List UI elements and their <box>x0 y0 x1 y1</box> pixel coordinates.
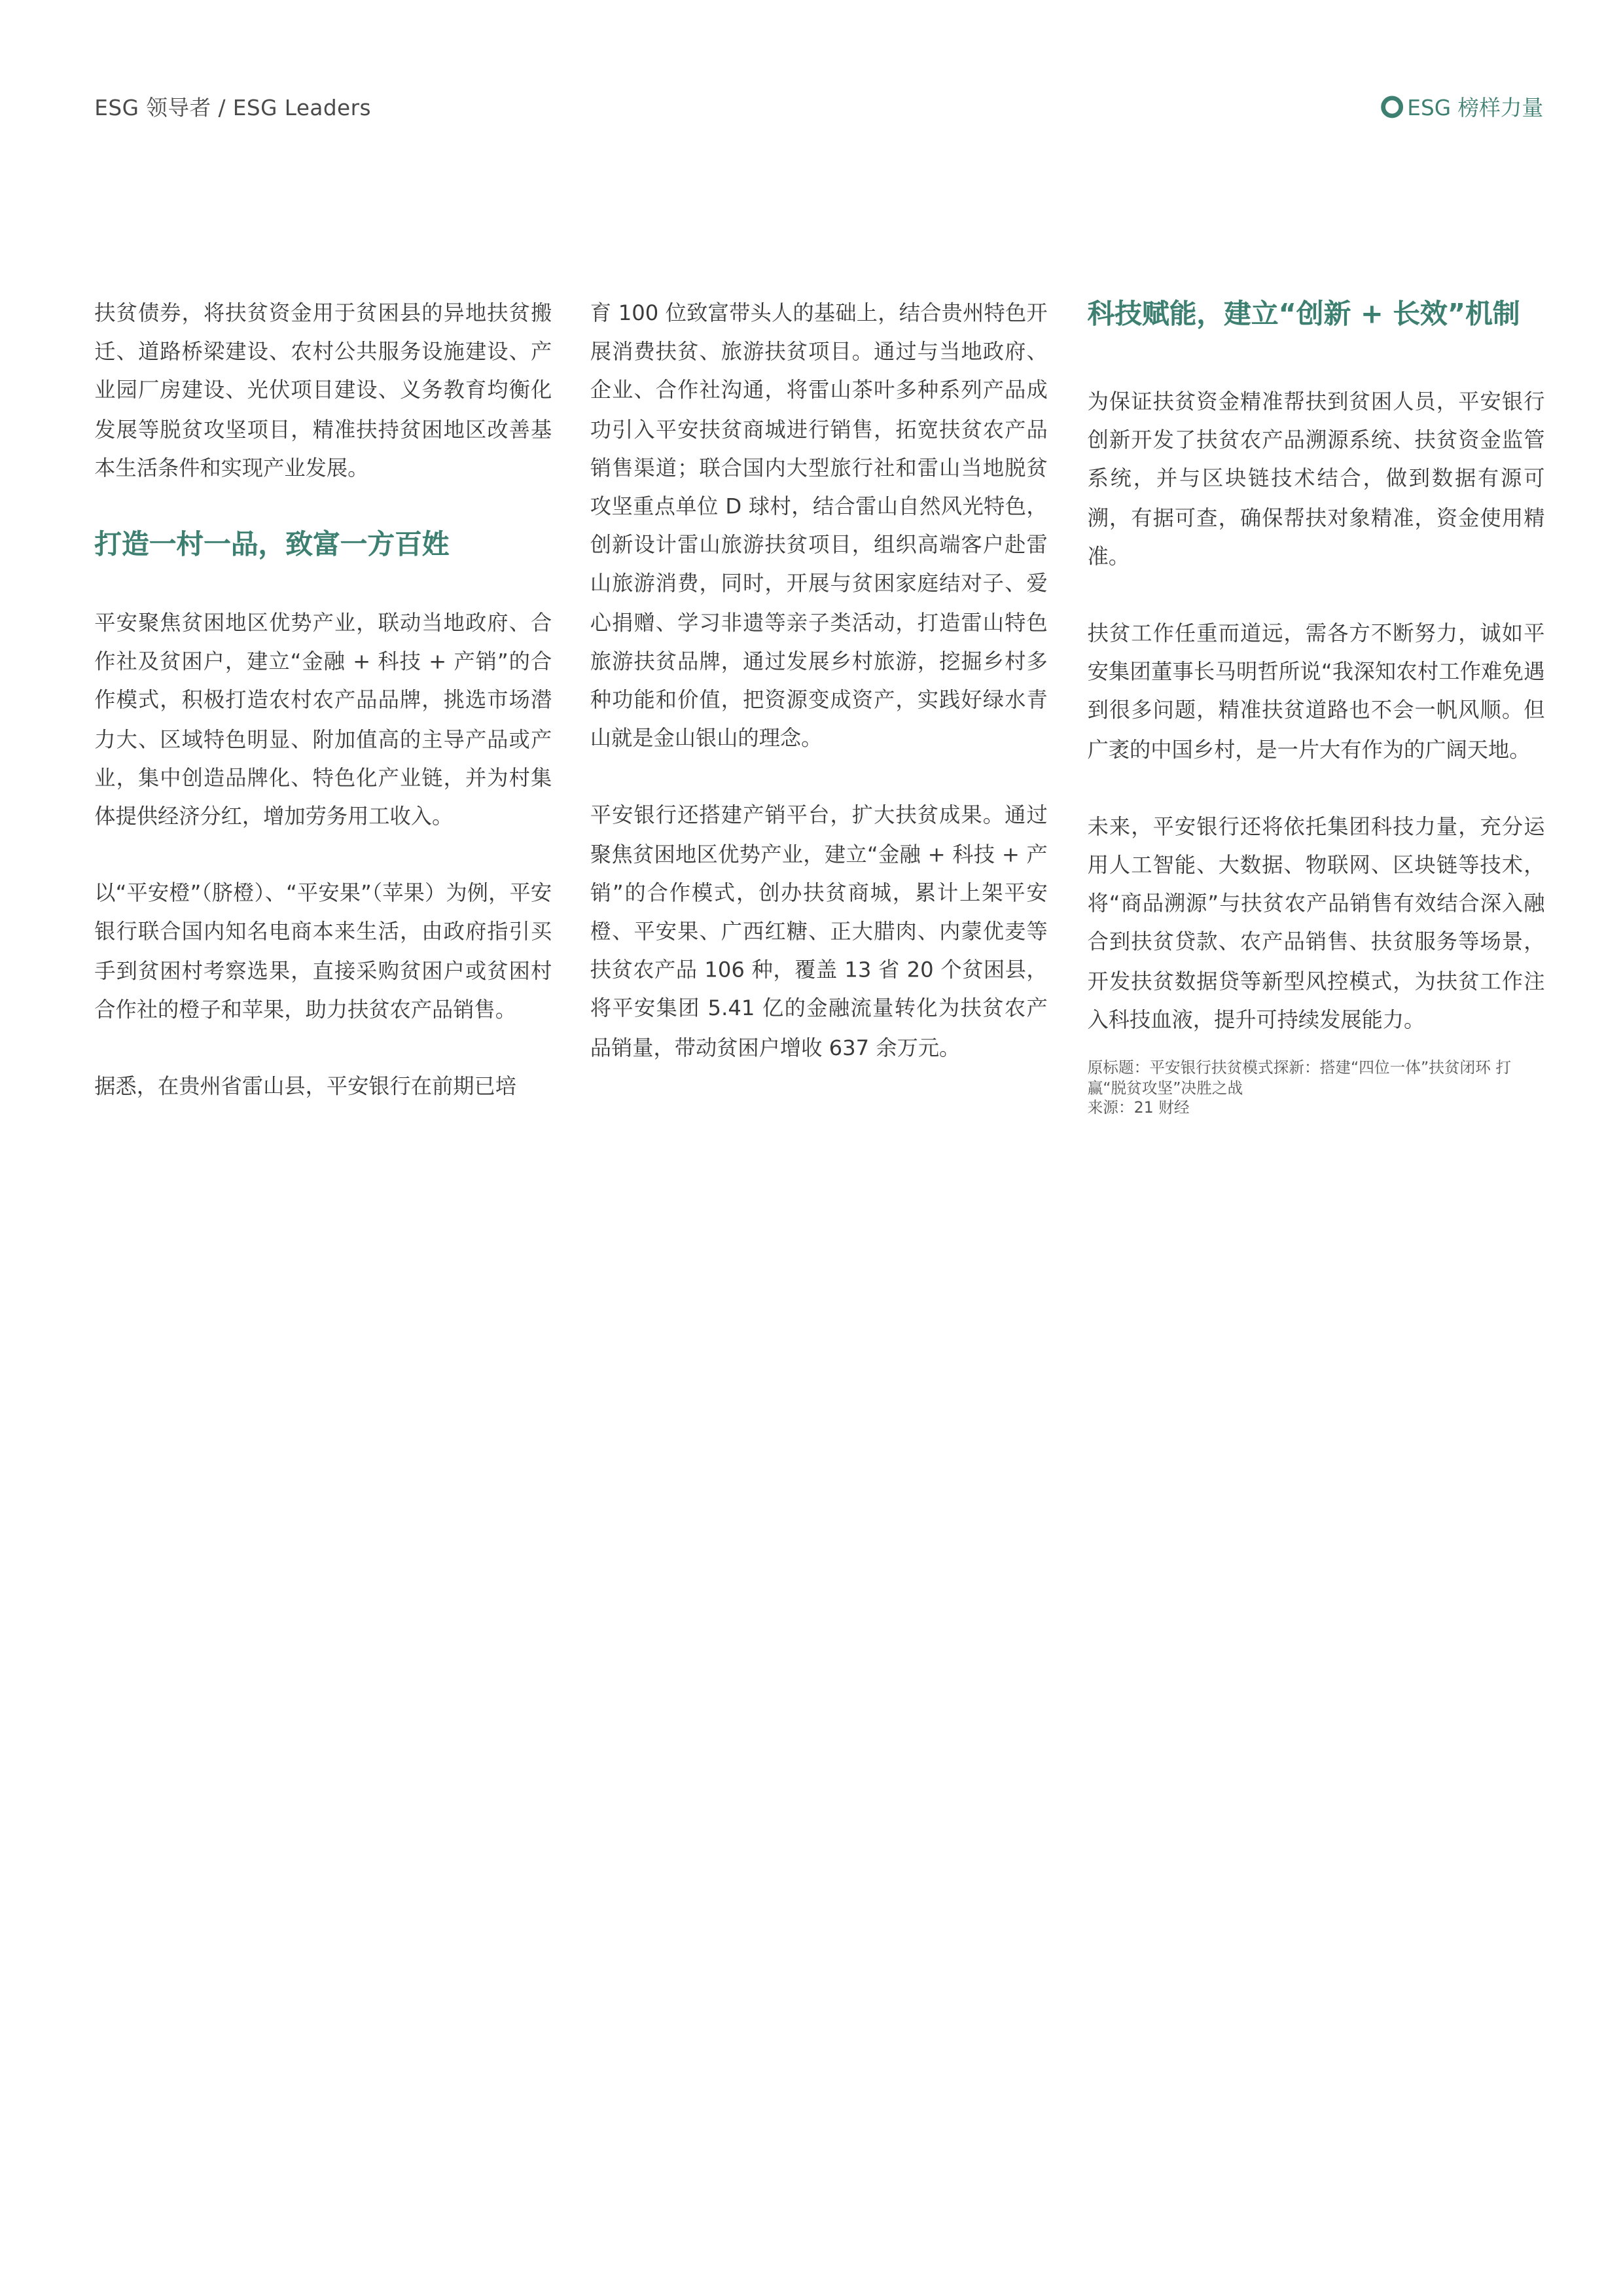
running-header-right <box>1381 92 1543 122</box>
source-credit: 来源：21 财经 <box>1087 1099 1190 1117</box>
paragraph: 未来，平安银行还将依托集团科技力量，充分运用人工智能、大数据、物联网、区块链等技术，将“商品溯源”与扶贫农产品销售有效结合深入融合到扶贫贷款、农产品销售、扶贫服务等场景，开发扶贫数据贷等新型风控模式，为扶贫工作注入科技血液，提升可持续发展能力。 <box>1087 816 1545 1033</box>
paragraph: 平安银行还搭建产销平台，扩大扶贫成果。通过聚焦贫困地区优势产业，建立“金融 + 科技 + 产销”的合作模式，创办扶贫商城，累计上架平安橙、平安果、广西红糖、正大腊肉、内蒙优麦等扶贫农产品 106 种，覆盖 13 省 20 个贫困县，将平安集团 5.41 亿的金融流量转化为扶贫农产品销量，带动贫困户增收 637 余万元。 <box>590 804 1048 1061</box>
paragraph: 平安聚焦贫困地区优势产业，联动当地政府、合作社及贫困户，建立“金融 + 科技 + 产销”的合作模式，积极打造农村农产品品牌，挑选市场潜力大、区域特色明显、附加值高的主导产品或产业，集中创造品牌化、特色化产业链，并为村集体提供经济分红，增加劳务用工收入。 <box>94 612 552 830</box>
original-title: 原标题：平安银行扶贫模式探新：搭建“四位一体”扶贫闭环 打赢“脱贫攻坚”决胜之战 <box>1087 1059 1512 1098</box>
column-1 <box>94 295 552 1145</box>
paragraph: 据悉，在贵州省雷山县，平安银行在前期已培 <box>94 1075 516 1100</box>
source-note <box>1088 1060 1545 1119</box>
paragraph: 为保证扶贫资金精准帮扶到贫困人员，平安银行创新开发了扶贫农产品溯源系统、扶贫资金监管系统，并与区块链技术结合，做到数据有源可溯，有据可查，确保帮扶对象精准，资金使用精准。 <box>1087 391 1545 569</box>
section-heading: 打造一村一品，致富一方百姓 <box>94 529 450 561</box>
section-heading: 科技赋能，建立“创新 + 长效”机制 <box>1087 299 1520 331</box>
paragraph: 扶贫债券，将扶贫资金用于贫困县的异地扶贫搬迁、道路桥梁建设、农村公共服务设施建设、产业园厂房建设、光伏项目建设、义务教育均衡化发展等脱贫攻坚项目，精准扶持贫困地区改善基本生活条件和实现产业发展。 <box>94 302 552 481</box>
circle-icon <box>1381 96 1403 118</box>
column-3 <box>1088 295 1545 1119</box>
paragraph: 以“平安橙”（脐橙）、“平安果”（苹果）为例，平安银行联合国内知名电商本来生活，由政府指引买手到贫困村考察选果，直接采购贫困户或贫困村合作社的橙子和苹果，助力扶贫农产品销售。 <box>94 882 552 1023</box>
column-2 <box>590 295 1048 1107</box>
paragraph: 育 100 位致富带头人的基础上，结合贵州特色开展消费扶贫、旅游扶贫项目。通过与当地政府、企业、合作社沟通，将雷山茶叶多种系列产品成功引入平安扶贫商城进行销售，拓宽扶贫农产品销售渠道；联合国内大型旅行社和雷山当地脱贫攻坚重点单位 D 球村，结合雷山自然风光特色，创新设计雷山旅游扶贫项目，组织高端客户赴雷山旅游消费，同时，开展与贫困家庭结对子、爱心捐赠、学习非遗等亲子类活动，打造雷山特色旅游扶贫品牌，通过发展乡村旅游，挖掘乡村多种功能和价值，把资源变成资产，实践好绿水青山就是金山银山的理念。 <box>590 302 1048 752</box>
paragraph: 扶贫工作任重而道远，需各方不断努力，诚如平安集团董事长马明哲所说“我深知农村工作难免遇到很多问题，精准扶贫道路也不会一帆风顺。但广袤的中国乡村，是一片大有作为的广阔天地。 <box>1087 622 1545 762</box>
running-header-left: ESG 领导者 / ESG Leaders <box>94 97 372 121</box>
section-label: ESG 榜样力量 <box>1407 97 1544 121</box>
